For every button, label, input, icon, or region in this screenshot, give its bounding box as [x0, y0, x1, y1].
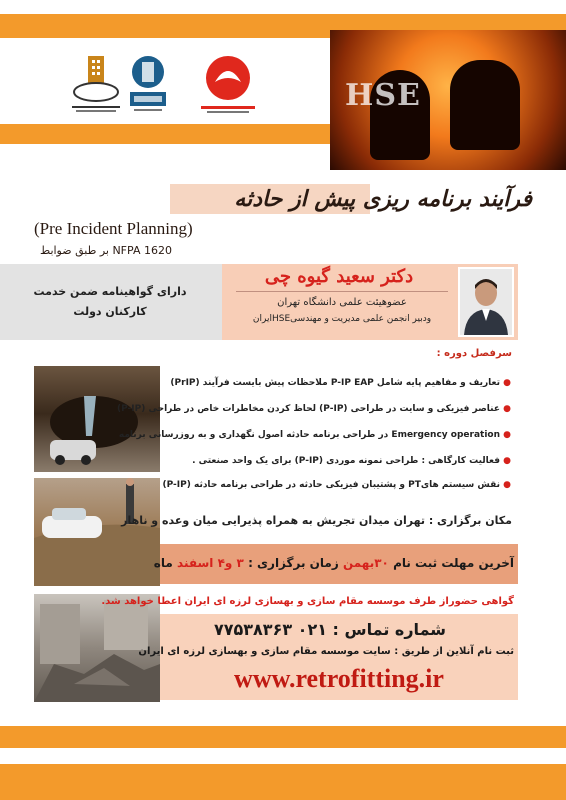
dates-suffix: ماه: [153, 556, 173, 570]
lecturer-role-1: عضوهیئت علمی دانشگاه تهران: [277, 297, 407, 308]
arsis-logo: [128, 54, 168, 116]
standard-reference: NFPA 1620 بر طبق ضوابط: [40, 244, 172, 257]
footer-stripe: [0, 748, 566, 764]
lecturer-name: دکتر سعید گیوه چی: [264, 266, 414, 287]
website-link[interactable]: www.retrofitting.ir: [234, 664, 444, 693]
bullet-icon: ●: [500, 404, 511, 414]
syllabus-heading: سرفصل دوره :: [436, 348, 512, 359]
relief-rescue-logo: [193, 54, 263, 116]
dates-middle: زمان برگزاری :: [248, 556, 339, 570]
course-title-english: (Pre Incident Planning): [34, 219, 193, 238]
dates-text: [153, 556, 514, 570]
syllabus-item: ● Emergency operation در طراحی برنامه حادثه اصول نگهداری و به روزرسانی برنامه: [118, 430, 511, 440]
certificate-note-line1: دارای گواهینامه ضمن خدمت: [33, 285, 187, 298]
online-registration: ثبت نام آنلاین از طریق : سایت موسسه مقام سازی و بهسازی لرزه ای ایران: [138, 646, 514, 657]
syllabus-item: ● عناصر فیزیکی و سایت در طراحی (P-IP) لحاظ کردن مخاطرات خاص در طراحی (P-IP): [116, 404, 511, 414]
venue-text: مکان برگزاری : تهران میدان تجریش به همراه پذیرایی میان وعده و ناهار: [121, 514, 512, 527]
building-research-logo: [68, 54, 124, 116]
contact-phone: شماره تماس : ۰۲۱ ۷۷۵۳۸۳۶۳: [213, 620, 447, 639]
certificate-note: [10, 282, 210, 322]
dates-prefix: آخرین مهلت ثبت نام: [393, 556, 514, 570]
syllabus-item: ● فعالیت کارگاهی : طراحی نمونه موردی (P-IP) برای یک واحد صنعتی .: [192, 456, 511, 466]
firefighter-silhouette-right: [450, 60, 520, 150]
syllabus-item: ● نقش سیستم هایPT و پشتیبان فیزیکی حادثه در طراحی برنامه حادثه (P-IP): [162, 480, 511, 490]
bullet-icon: ●: [500, 456, 511, 466]
lecturer-divider: [236, 291, 448, 292]
registration-deadline: ۳۰بهمن: [342, 556, 389, 570]
bullet-icon: ●: [500, 378, 511, 388]
bullet-icon: ●: [500, 480, 511, 490]
course-title: فرآیند برنامه ریزی پیش از حادثه: [234, 186, 532, 212]
flood-car-photo: [34, 478, 160, 586]
hse-label: HSE: [345, 78, 421, 113]
certificate-line: گواهی حضوراز طرف موسسه مقام سازی و بهسازی لرزه ای ایران اعطا خواهد شد.: [101, 596, 514, 607]
bullet-icon: ●: [500, 430, 511, 440]
syllabus-item: ● تعاریف و مفاهیم پایه شامل P-IP EAP ملاحظات پیش بایست فرآیند (PrIP): [170, 378, 511, 388]
syllabus-box: [116, 345, 518, 500]
sinkhole-photo: [34, 366, 160, 472]
certificate-note-line2: کارکنان دولت: [73, 305, 147, 318]
event-date: ۳ و۴ اسفند: [177, 556, 244, 570]
lecturer-role-2: ودبیر انجمن علمی مدیریت و مهندسیHSEایران: [252, 314, 432, 324]
lecturer-portrait: [458, 267, 514, 337]
